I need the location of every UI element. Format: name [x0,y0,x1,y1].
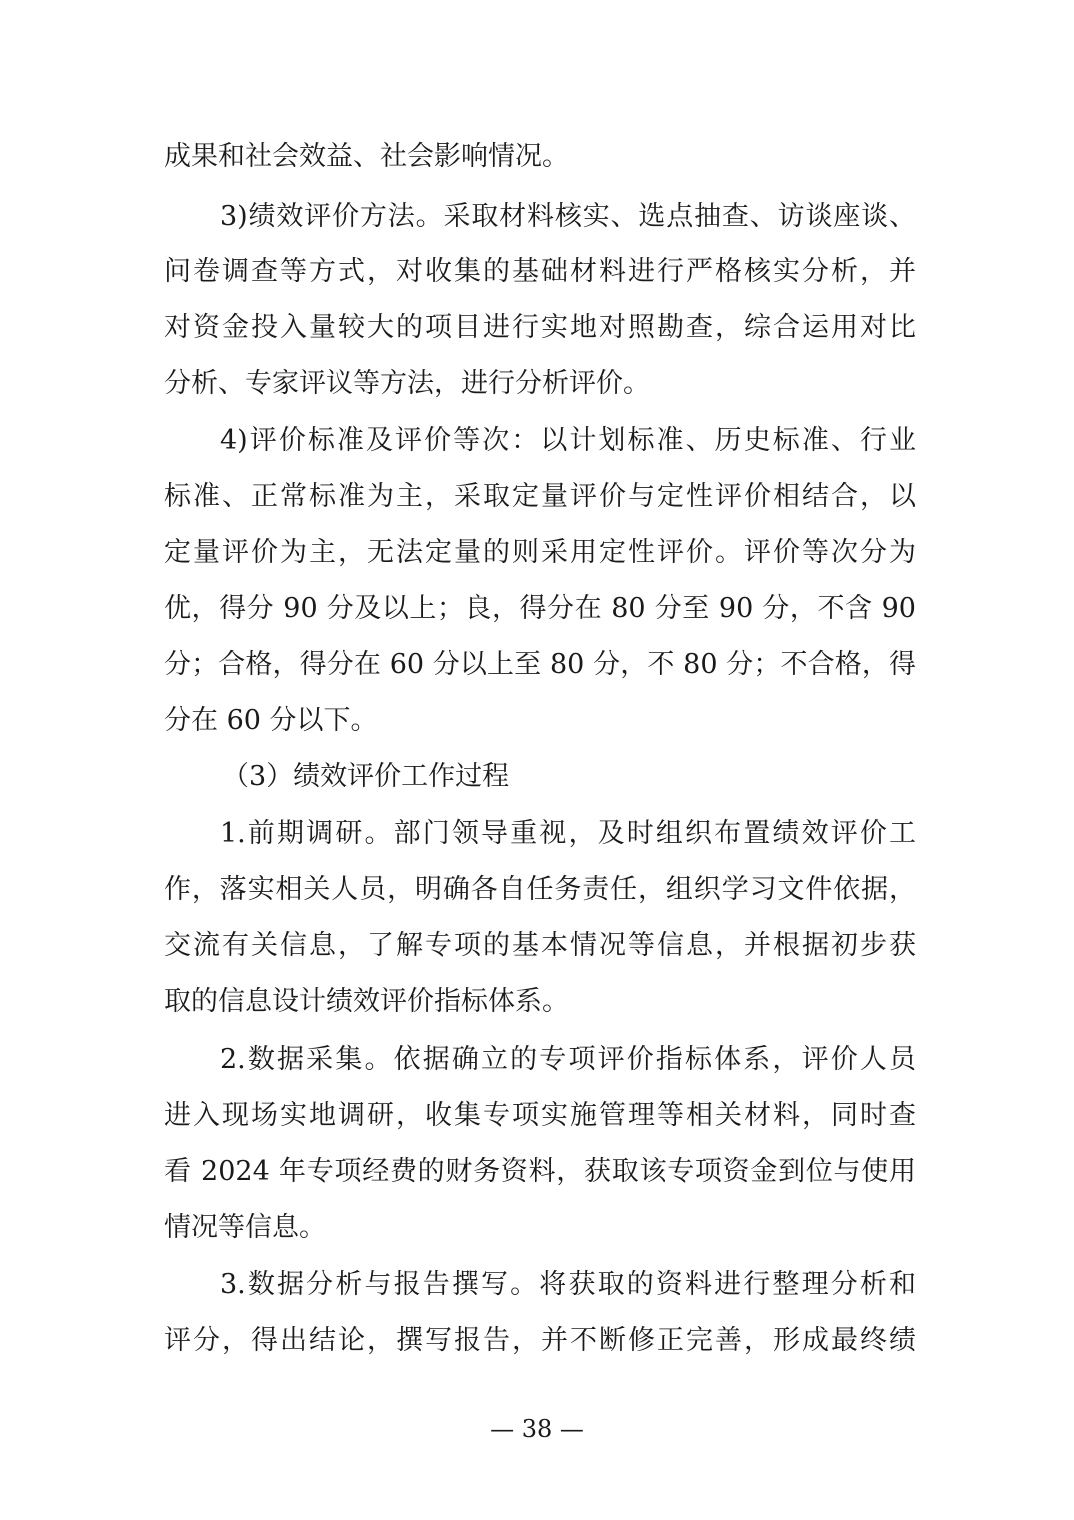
text-line-14: 作，落实相关人员，明确各自任务责任，组织学习文件依据， [164,874,916,905]
text-line-17: 2.数据采集。依据确立的专项评价指标体系，评价人员 [220,1044,916,1075]
text-line-1: 成果和社会效益、社会影响情况。 [164,141,569,172]
text-line-6: 4)评价标准及评价等次：以计划标准、历史标准、行业 [220,425,916,456]
text-line-18: 进入现场实地调研，收集专项实施管理等相关材料，同时查 [164,1100,916,1131]
text-line-5: 分析、专家评议等方法，进行分析评价。 [164,368,650,399]
text-line-8: 定量评价为主，无法定量的则采用定性评价。评价等次分为 [164,537,916,568]
text-line-9: 优，得分 90 分及以上；良，得分在 80 分至 90 分，不含 90 [164,593,916,624]
text-line-16: 取的信息设计绩效评价指标体系。 [164,986,569,1017]
text-line-4: 对资金投入量较大的项目进行实地对照勘查，综合运用对比 [164,312,916,343]
text-line-11: 分在 60 分以下。 [164,705,378,736]
text-line-10: 分；合格，得分在 60 分以上至 80 分，不 80 分；不合格，得 [164,649,916,680]
text-line-3: 问卷调查等方式，对收集的基础材料进行严格核实分析，并 [164,256,916,287]
section-heading: （3）绩效评价工作过程 [222,761,510,792]
page-number: — 38 — [490,1415,584,1443]
text-line-13: 1.前期调研。部门领导重视，及时组织布置绩效评价工 [220,818,916,849]
text-line-21: 3.数据分析与报告撰写。将获取的资料进行整理分析和 [220,1269,916,1300]
text-line-20: 情况等信息。 [164,1212,326,1243]
text-line-15: 交流有关信息，了解专项的基本情况等信息，并根据初步获 [164,930,916,961]
text-line-2: 3)绩效评价方法。采取材料核实、选点抽查、访谈座谈、 [220,201,916,232]
text-line-22: 评分，得出结论，撰写报告，并不断修正完善，形成最终绩 [164,1325,916,1356]
text-line-19: 看 2024 年专项经费的财务资料，获取该专项资金到位与使用 [164,1156,916,1187]
text-line-7: 标准、正常标准为主，采取定量评价与定性评价相结合，以 [164,481,916,512]
